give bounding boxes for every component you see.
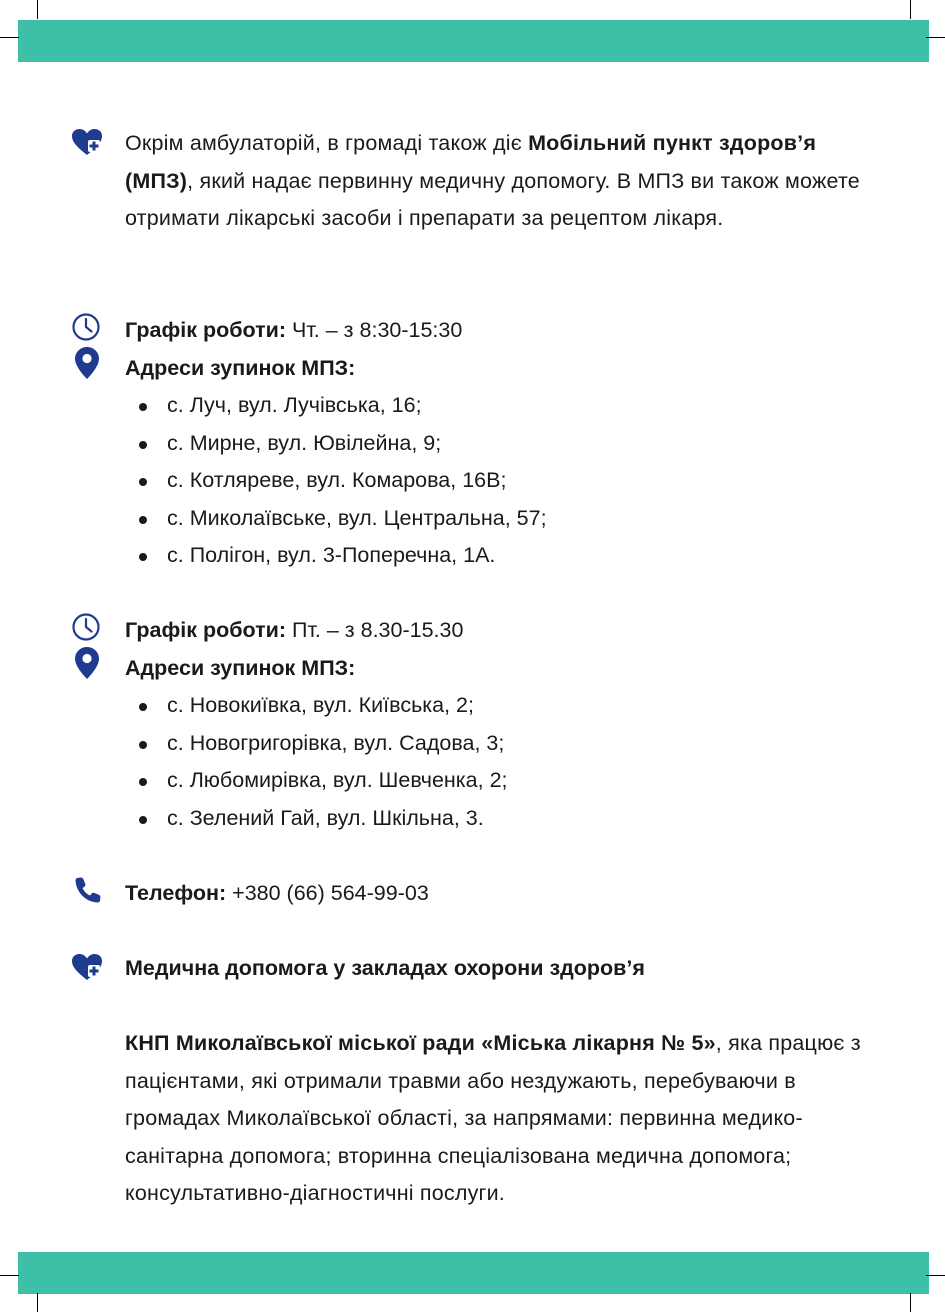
mpz-name: Мобільний пункт здоров’я (МПЗ)	[125, 131, 817, 193]
crop-mark	[926, 37, 945, 38]
schedule-1-hours	[125, 312, 462, 350]
list-item: с. Новогригорівка, вул. Садова, 3;	[125, 725, 508, 763]
crop-mark	[0, 1275, 19, 1276]
phone-icon	[74, 876, 106, 908]
intro-text: Окрім амбулаторій, в громаді також діє	[125, 131, 529, 155]
crop-mark	[37, 1293, 38, 1312]
hours-value: Пт. – з 8.30-15.30	[286, 618, 464, 642]
heart-plus-icon	[71, 128, 103, 160]
list-item: с. Любомирівка, вул. Шевченка, 2;	[125, 762, 508, 800]
map-pin-icon	[74, 646, 106, 678]
phone-number: +380 (66) 564-99-03	[226, 881, 429, 905]
schedule-2-stops-label: Адреси зупинок МПЗ:	[125, 656, 356, 680]
hospital-name: КНП Миколаївської міської ради «Міська лікарня № 5»	[125, 1031, 716, 1055]
intro-paragraph	[125, 125, 885, 238]
clock-icon	[71, 312, 103, 344]
medical-heading: Медична допомога у закладах охорони здоров’я	[125, 956, 645, 980]
hours-label: Графік роботи:	[125, 318, 287, 342]
crop-mark	[910, 1293, 911, 1312]
phone-line	[125, 875, 429, 913]
hours-value: Чт. – з 8:30-15:30	[286, 318, 463, 342]
crop-mark	[37, 0, 38, 19]
schedule-2-hours	[125, 612, 463, 650]
hours-label: Графік роботи:	[125, 618, 287, 642]
intro-text-continued: , який надає первинну медичну допомогу. В МПЗ ви також можете отримати лікарські засоби і препарати за рецептом лікаря.	[125, 168, 860, 230]
list-item: с. Зелений Гай, вул. Шкільна, 3.	[125, 800, 508, 838]
bottom-color-band	[18, 1252, 929, 1294]
list-item: с. Котляреве, вул. Комарова, 16В;	[125, 462, 547, 500]
medical-text: , яка працює з пацієнтами, які отримали травми або нездужають, перебуваючи в громадах Миколаївської області, за напрямами: первинна медико-санітарна допомога; вторинна спеціалізована медична допомога; консультативно-діагностичні послуги.	[125, 1031, 861, 1205]
crop-mark	[0, 37, 19, 38]
schedule-1-stops-list	[125, 387, 547, 575]
schedule-2-stops-list	[125, 687, 508, 837]
phone-label: Телефон:	[125, 881, 227, 905]
list-item: с. Мирне, вул. Ювілейна, 9;	[125, 425, 547, 463]
crop-mark	[910, 0, 911, 19]
schedule-1-stops-label: Адреси зупинок МПЗ:	[125, 356, 356, 380]
heart-plus-icon	[71, 953, 103, 985]
list-item: с. Полігон, вул. 3-Поперечна, 1А.	[125, 537, 547, 575]
crop-mark	[926, 1275, 945, 1276]
clock-icon	[71, 612, 103, 644]
list-item: с. Луч, вул. Лучівська, 16;	[125, 387, 547, 425]
medical-paragraph	[125, 1025, 870, 1213]
top-color-band	[18, 20, 929, 62]
map-pin-icon	[74, 346, 106, 378]
list-item: с. Новокиївка, вул. Київська, 2;	[125, 687, 508, 725]
list-item: с. Миколаївське, вул. Центральна, 57;	[125, 500, 547, 538]
